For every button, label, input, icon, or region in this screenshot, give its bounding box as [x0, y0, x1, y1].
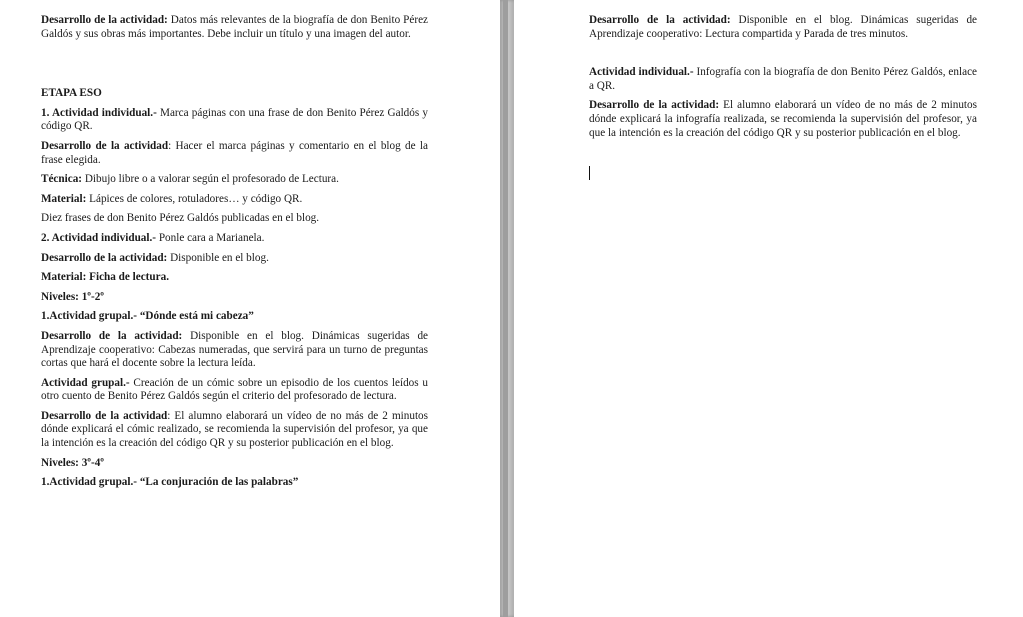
paragraph[interactable]: 1. Actividad individual.- Marca páginas con una frase de don Benito Pérez Galdós y código QR.	[41, 106, 429, 133]
paragraph[interactable]: Desarrollo de la actividad: Disponible en el blog. Dinámicas sugeridas de Aprendizaje cooperativo: Lectura compartida y Parada de tres minutos.	[589, 14, 977, 40]
paragraph[interactable]: Niveles: 1º-2º	[41, 290, 104, 303]
paragraph[interactable]: Actividad grupal.- Creación de un cómic sobre un episodio de los cuentos leídos u otro cuento de Benito Pérez Galdós según el criterio del profesorado de lectura.	[41, 376, 428, 403]
blank-space	[589, 47, 977, 66]
section-heading[interactable]: ETAPA ESO	[41, 87, 102, 100]
paragraph[interactable]: Actividad individual.- Infografía con la biografía de don Benito Pérez Galdós, enlace a QR.	[589, 66, 977, 92]
paragraph[interactable]: Desarrollo de la actividad: Disponible en el blog. Dinámicas sugeridas de Aprendizaje cooperativo: Cabezas numeradas, que servirá para un turno de preguntas cortas que hará el docente sobre la lectura leída.	[41, 329, 429, 370]
paragraph[interactable]: Diez frases de don Benito Pérez Galdós publicadas en el blog.	[41, 212, 320, 225]
paragraph[interactable]: 2. Actividad individual.- Ponle cara a Marianela.	[41, 231, 265, 244]
paragraph[interactable]: Desarrollo de la actividad: Hacer el marca páginas y comentario en el blog de la frase elegida.	[41, 139, 428, 166]
paragraph[interactable]: Material: Ficha de lectura.	[41, 271, 169, 284]
paragraph[interactable]: Desarrollo de la actividad: Datos más relevantes de la biografía de don Benito Pérez Galdós y sus obras más importantes. Debe incluir un título y una imagen del autor.	[41, 14, 429, 40]
paragraph[interactable]: Técnica: Dibujo libre o a valorar según el profesorado de Lectura.	[41, 173, 339, 186]
paragraph[interactable]: 1.Actividad grupal.- “Dónde está mi cabeza”	[41, 310, 254, 323]
document-page-left[interactable]	[0, 0, 500, 617]
text-cursor	[589, 166, 590, 180]
paragraph[interactable]: Desarrollo de la actividad: Disponible en el blog.	[41, 251, 269, 264]
paragraph[interactable]: Desarrollo de la actividad: El alumno elaborará un vídeo de no más de 2 minutos dónde explicará el cómic realizado, se recomienda la supervisión del profesor, ya que la intención es la creación del código QR y su posterior publicación en el blog.	[41, 409, 428, 450]
paragraph[interactable]: 1.Actividad grupal.- “La conjuración de las palabras”	[41, 476, 299, 489]
paragraph[interactable]: Material: Lápices de colores, rotuladores… y código QR.	[41, 192, 303, 205]
paragraph[interactable]: Niveles: 3º-4º	[41, 456, 104, 469]
page-divider	[503, 0, 508, 617]
paragraph[interactable]: Desarrollo de la actividad: El alumno elaborará un vídeo de no más de 2 minutos dónde explicará la infografía realizada, se recomienda la supervisión del profesor, ya que la intención es la creación del código QR y su posterior publicación en el blog.	[589, 99, 977, 139]
document-page-right[interactable]	[514, 0, 1023, 617]
blank-space	[41, 47, 428, 87]
